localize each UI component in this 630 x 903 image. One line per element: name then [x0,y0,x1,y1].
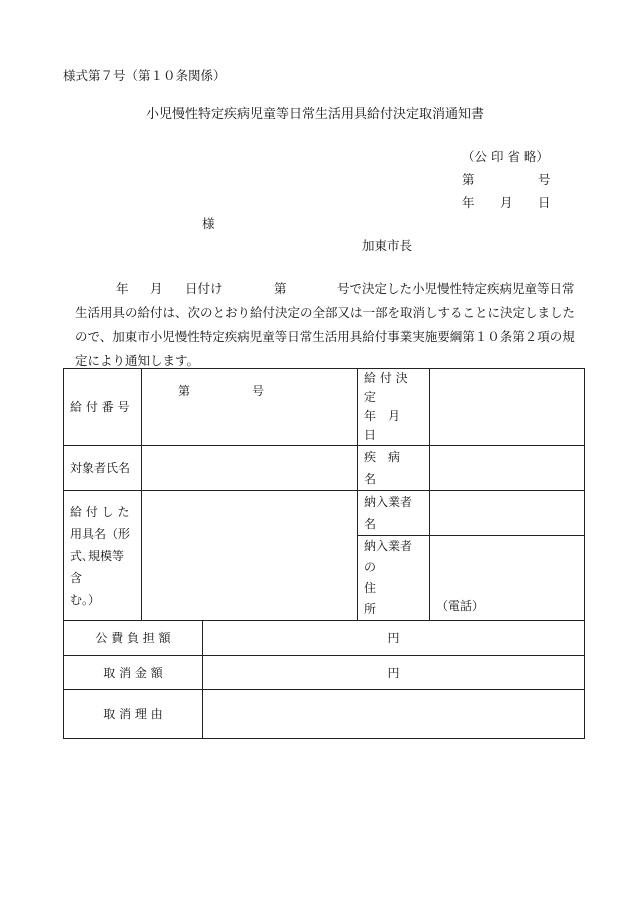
subject-name-value [142,446,358,491]
cancel-reason-label: 取 消 理 由 [64,690,203,739]
vendor-name-label: 納入業者名 [358,491,430,536]
body-month: 月 [150,281,163,296]
issue-date-year: 年 [462,195,475,210]
issue-number-suffix: 号 [538,172,551,187]
subject-name-label: 対象者氏名 [64,446,142,491]
vendor-name-value [430,491,585,536]
benefit-number-label: 給 付 番 号 [64,369,142,446]
body-line-4: 定により通知します。 [75,353,200,368]
notice-table [63,368,585,739]
seal-omitted-note: （公 印 省 略） [462,149,549,164]
decision-date-value [430,369,585,446]
item-name-value [142,491,358,621]
addressee-honorific: 様 [202,216,215,231]
document-title: 小児慢性特定疾病児童等日常生活用具給付決定取消通知書 [145,107,484,122]
issue-number-prefix: 第 [462,172,475,187]
disease-name-label: 疾 病 名 [358,446,430,491]
body-number-prefix: 第 [274,281,287,296]
telephone-note: （電話） [436,599,485,613]
cancel-amount-value: 円 [203,656,585,690]
body-line-1: 号で決定した小児慢性特定疾病児童等日常 [337,281,575,296]
public-burden-value: 円 [203,621,585,656]
body-line-2: 生活用具の給付は、次のとおり給付決定の全部又は一部を取消しすることに決定しました [75,305,576,320]
issuer-name: 加東市長 [362,238,413,253]
vendor-address-value [430,536,585,621]
issue-date-day: 日 [538,195,551,210]
decision-date-label: 給 付 決 定 年 月 日 [358,369,430,446]
cancel-amount-label: 取 消 金 額 [64,656,203,690]
benefit-number-value: 第 号 [142,369,358,446]
vendor-address-label: 納入業者の 住 所 [358,536,430,621]
body-day: 日付け [185,281,223,296]
body-year: 年 [116,281,129,296]
body-line-3: ので、加東市小児慢性特定疾病児童等日常生活用具給付事業実施要綱第１０条第２項の規 [75,329,575,344]
issue-date-month: 月 [500,195,513,210]
item-name-label: 給 付 し た 用具名（形 式､規模等含 む。） [64,491,142,621]
cancel-reason-value [203,690,585,739]
disease-name-value [430,446,585,491]
form-number-label: 様式第７号（第１０条関係） [63,68,226,83]
public-burden-label: 公 費 負 担 額 [64,621,203,656]
